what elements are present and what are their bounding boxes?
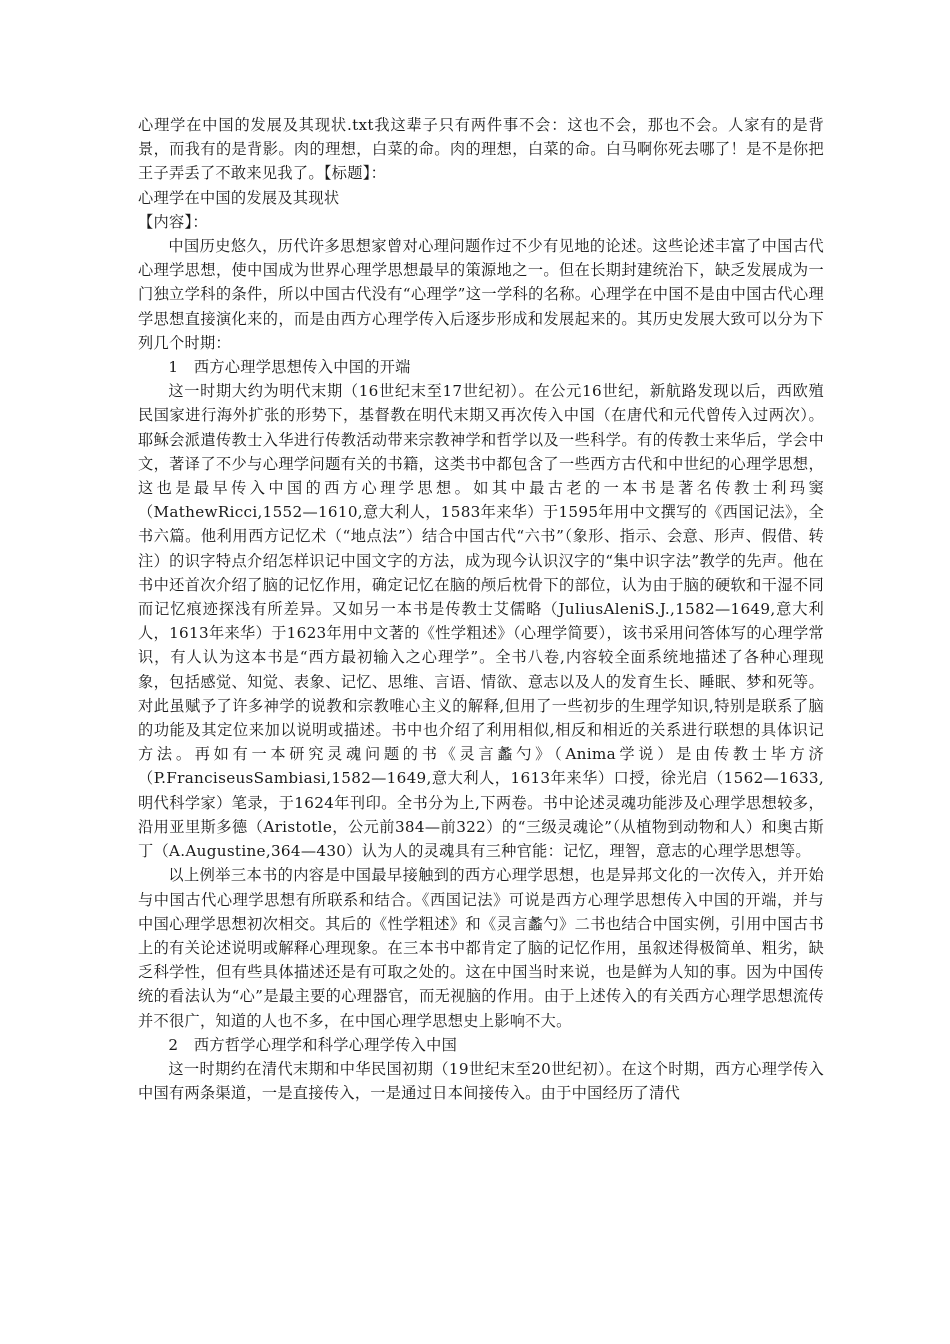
body-paragraph-1: 中国历史悠久，历代许多思想家曾对心理问题作过不少有见地的论述。这些论述丰富了中国古代心理学思想，使中国成为世界心理学思想最早的策源地之一。但在长期封建统治下，缺乏发展成为一门独立学科的条件，所以中国古代没有“心理学”这一学科的名称。心理学在中国不是由中国古代心理学思想直接演化来的，而是由西方心理学传入后逐步形成和发展起来的。其历史发展大致可以分为下列几个时期： xyxy=(138,237,824,352)
body-paragraph-3: 以上例举三本书的内容是中国最早接触到的西方心理学思想，也是异邦文化的一次传入，并开始与中国古代心理学思想有所联系和结合。《西国记法》可说是西方心理学思想传入中国的开端，并与中国心理学思想初次相交。其后的《性学粗述》和《灵言蠡勺》二书也结合中国实例，引用中国古书上的有关论述说明或解释心理现象。在三本书中都肯定了脑的记忆作用，虽叙述得极简单、粗劣，缺乏科学性，但有些具体描述还是有可取之处的。这在中国当时来说，也是鲜为人知的事。因为中国传统的看法认为“心”是最主要的心理器官，而无视脑的作用。由于上述传入的有关西方心理学思想流传并不很广，知道的人也不多，在中国心理学思想史上影响不大。 xyxy=(138,866,824,1030)
content-label: 【内容】： xyxy=(138,212,208,231)
section-heading-2: 2 西方哲学心理学和科学心理学传入中国 xyxy=(168,1035,458,1054)
body-paragraph-4: 这一时期约在清代末期和中华民国初期（19世纪末至20世纪初）。在这个时期，西方心理学传入中国有两条渠道，一是直接传入，一是通过日本间接传入。由于中国经历了清代 xyxy=(138,1059,824,1103)
section-heading-1: 1 西方心理学思想传入中国的开端 xyxy=(168,358,411,377)
body-paragraph-2: 这一时期大约为明代末期（16世纪末至17世纪初）。在公元16世纪，新航路发现以后，西欧殖民国家进行海外扩张的形势下，基督教在明代末期又再次传入中国（在唐代和元代曾传入过两次）。耶稣会派遣传教士入华进行传教活动带来宗教神学和哲学以及一些科学。有的传教士来华后，学会中文，著译了不少与心理学问题有关的书籍，这类书中都包含了一些西方古代和中世纪的心理学思想，这也是最早传入中国的西方心理学思想。如其中最古老的一本书是著名传教士利玛窦（MathewRicci,1552—1610,意大利人，1583年来华）于1595年用中文撰写的《西国记法》，全书六篇。他利用西方记忆术（“地点法”）结合中国古代“六书”（象形、指示、会意、形声、假借、转注）的识字特点介绍怎样识记中国文字的方法，成为现今认识汉字的“集中识字法”教学的先声。他在书中还首次介绍了脑的记忆作用，确定记忆在脑的颅后枕骨下的部位，认为由于脑的硬软和干湿不同而记忆痕迹探浅有所差异。又如另一本书是传教士艾儒略（JuliusAleniS.J.,1582—1649,意大利人，1613年来华）于1623年用中文著的《性学粗述》（心理学简要），该书采用问答体写的心理学常识，有人认为这本书是“西方最初输入之心理学”。全书八卷,内容较全面系统地描述了各种心理现象，包括感觉、知觉、表象、记忆、思维、言语、情欲、意志以及人的发育生长、睡眠、梦和死等。对此虽赋予了许多神学的说教和宗教唯心主义的解释,但用了一些初步的生理学知识,特别是联系了脑的功能及其定位来加以说明或描述。书中也介绍了利用相似,相反和相近的关系进行联想的具体识记方法。再如有一本研究灵魂问题的书《灵言蠡勺》（Anima学说）是由传教士毕方济（P.FranciseusSambiasi,1582—1649,意大利人，1613年来华）口授，徐光启（1562—1633,明代科学家）笔录，于1624年刊印。全书分为上,下两卷。书中论述灵魂功能涉及心理学思想较多，沿用亚里斯多德（Aristotle，公元前384—前322）的“三级灵魂论”（从植物到动物和人）和奥古斯丁（A.Augustine,364—430）认为人的灵魂具有三种官能：记忆，理智，意志的心理学思想等。 xyxy=(138,382,824,861)
intro-paragraph: 心理学在中国的发展及其现状.txt我这辈子只有两件事不会：这也不会，那也不会。人家有的是背景，而我有的是背影。肉的理想，白菜的命。肉的理想，白菜的命。白马啊你死去哪了！是不是你把王子弄丢了不敢来见我了。【标题】： xyxy=(138,116,824,183)
document-title: 心理学在中国的发展及其现状 xyxy=(138,188,340,207)
document-page xyxy=(138,113,824,1105)
